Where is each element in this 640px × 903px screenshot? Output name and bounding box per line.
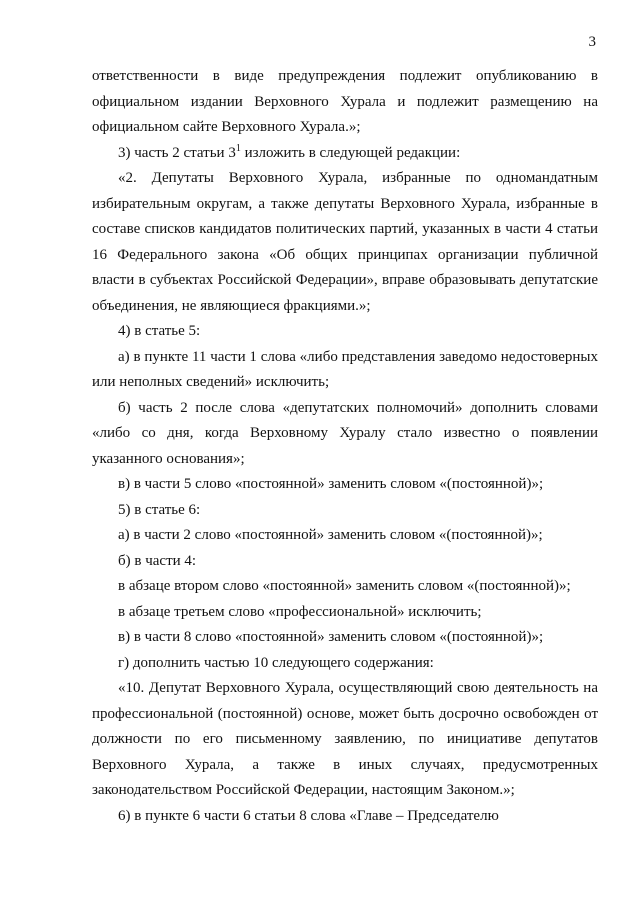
paragraph: г) дополнить частью 10 следующего содержания: bbox=[118, 654, 434, 671]
paragraph: 4) в статье 5: bbox=[118, 323, 201, 339]
paragraph bbox=[92, 141, 598, 167]
paragraph: «2. Депутаты Верховного Хурала, избранные по одномандатным избирательным округам, а также депутаты Верховного Хурала, избранные в составе списков кандидатов политических партий, указанных в части 4 статьи 16 Федерального закона «Об общих принципах организации публичной власти в субъектах Российской Федерации», вправе образовывать депутатские объединения, не являющиеся фракциями.»; bbox=[92, 170, 598, 314]
paragraph: б) в части 4: bbox=[118, 552, 197, 569]
paragraph: в) в части 8 слово «постоянной» заменить словом «(постоянной)»; bbox=[118, 629, 544, 645]
paragraph: в) в части 5 слово «постоянной» заменить словом «(постоянной)»; bbox=[118, 476, 544, 492]
paragraph-text: 3) часть 2 статьи 3 bbox=[118, 144, 236, 161]
paragraph: а) в части 2 слово «постоянной» заменить словом «(постоянной)»; bbox=[118, 527, 543, 543]
superscript: 1 bbox=[235, 142, 241, 154]
paragraph: 5) в статье 6: bbox=[118, 501, 201, 518]
paragraph: в абзаце третьем слово «профессиональной» исключить; bbox=[118, 603, 482, 620]
page-number: 3 bbox=[588, 34, 596, 50]
paragraph: в абзаце втором слово «постоянной» заменить словом «(постоянной)»; bbox=[118, 578, 571, 594]
paragraph: а) в пункте 11 части 1 слова «либо представления заведомо недостоверных или неполных сведений» исключить; bbox=[92, 348, 598, 390]
document-body bbox=[92, 64, 598, 829]
paragraph: 6) в пункте 6 части 6 статьи 8 слова «Главе – Председателю bbox=[118, 807, 499, 824]
paragraph-text: изложить в следующей редакции: bbox=[240, 144, 461, 161]
paragraph: ответственности в виде предупреждения подлежит опубликованию в официальном издании Верховного Хурала и подлежит размещению на официальном сайте Верховного Хурала.»; bbox=[92, 68, 598, 135]
paragraph: б) часть 2 после слова «депутатских полномочий» дополнить словами «либо со дня, когда Верховному Хуралу стало известно о появлении указанного основания»; bbox=[92, 399, 598, 467]
paragraph: «10. Депутат Верховного Хурала, осуществляющий свою деятельность на профессиональной (постоянной) основе, может быть досрочно освобожден от должности по его письменному заявлению, по инициативе депутатов Верховного Хурала, а также в иных случаях, предусмотренных законодательством Российской Федерации, настоящим Законом.»; bbox=[92, 680, 598, 798]
